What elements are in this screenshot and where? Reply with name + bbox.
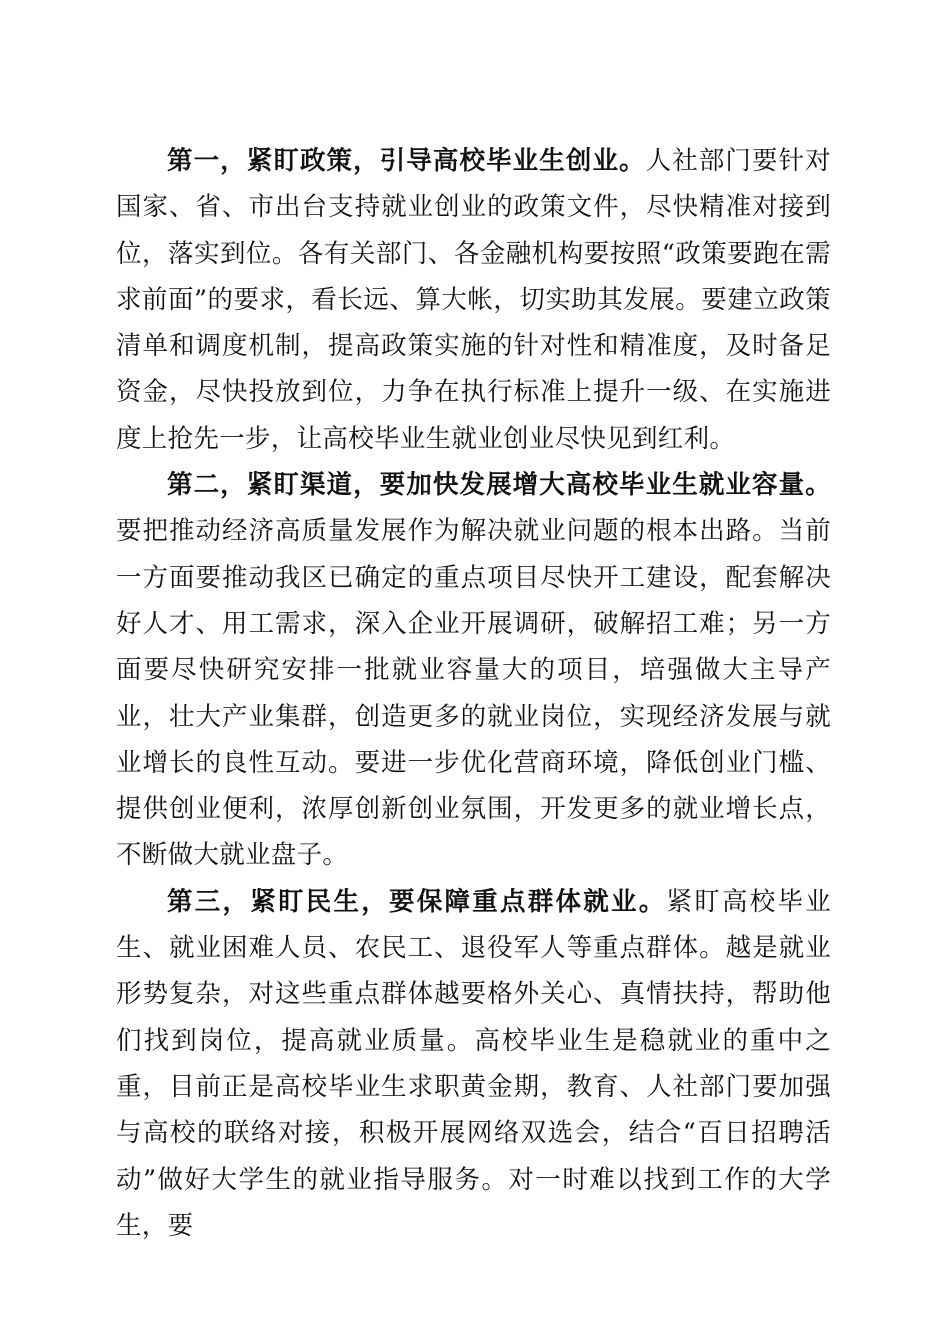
paragraph-body: 紧盯高校毕业生、就业困难人员、农民工、退役军人等重点群体。越是就业形势复杂，对这些重点群体越要格外关心、真情扶持，帮助他们找到岗位，提高就业质量。高校毕业生是稳就业的重中之重，目前正是高校毕业生求职黄金期，教育、人社部门要加强与高校的联络对接，积极开展网络双选会，结合“百日招聘活动”做好大学生的就业指导服务。对一时难以找到工作的大学生，要 [116, 886, 831, 1241]
paragraph-policy [116, 138, 831, 462]
paragraph-lead: 第三，紧盯民生，要保障重点群体就业。 [167, 886, 667, 917]
paragraph-lead: 第二，紧盯渠道，要加快发展增大高校毕业生就业容量。 [167, 470, 831, 501]
paragraph-channels [116, 462, 831, 879]
document-body [116, 138, 831, 1249]
paragraph-lead: 第一，紧盯政策，引导高校毕业生创业。 [167, 146, 646, 176]
paragraph-body: 要把推动经济高质量发展作为解决就业问题的根本出路。当前一方面要推动我区已确定的重点项目尽快开工建设，配套解决好人才、用工需求，深入企业开展调研，破解招工难；另一方面要尽快研究安排一批就业容量大的项目，培强做大主导产业，壮大产业集群，创造更多的就业岗位，实现经济发展与就业增长的良性互动。要进一步优化营商环境，降低创业门槛、提供创业便利，浓厚创新创业氛围，开发更多的就业增长点，不断做大就业盘子。 [116, 516, 831, 871]
paragraph-body: 人社部门要针对国家、省、市出台支持就业创业的政策文件，尽快精准对接到位，落实到位。各有关部门、各金融机构要按照“政策要跑在需求前面”的要求，看长远、算大帐，切实助其发展。要建立政策清单和调度机制，提高政策实施的针对性和精准度，及时备足资金，尽快投放到位，力争在执行标准上提升一级、在实施进度上抢先一步，让高校毕业生就业创业尽快见到红利。 [116, 146, 831, 454]
paragraph-livelihood [116, 879, 831, 1249]
